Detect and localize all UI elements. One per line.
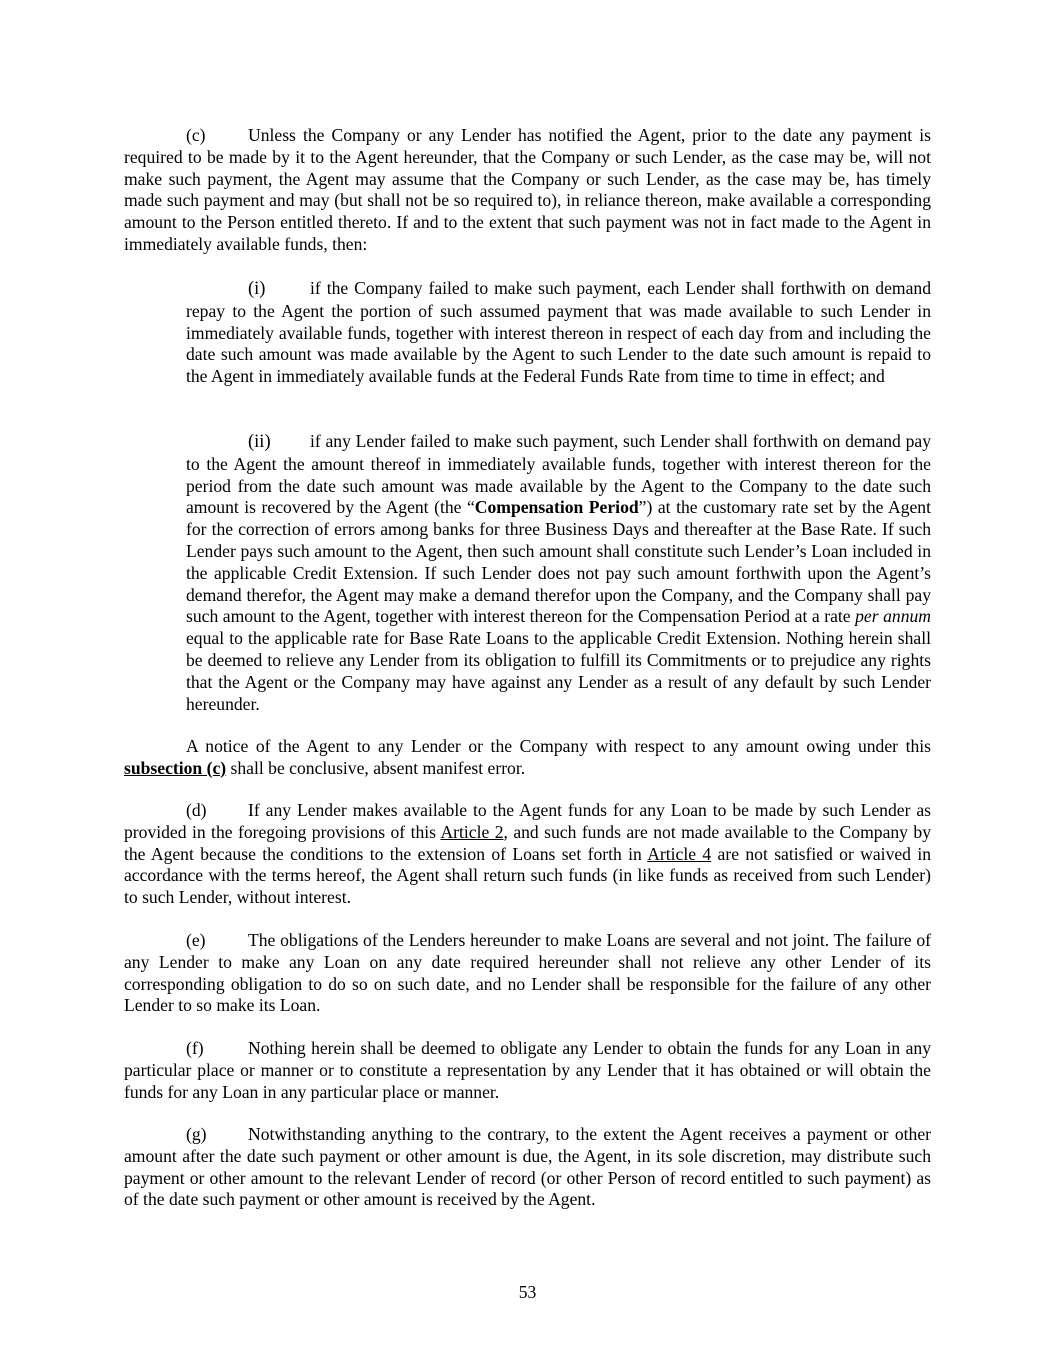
- paragraph-text: Notwithstanding anything to the contrary, to the extent the Agent receives a payment or other amount after the date such payment or other amount is due, the Agent, in its sole discretion, may distribute such payment or other amount to the relevant Lender of record (or other Person of record entitled to such payment) as of the date such payment or other amount is received by the Agent.: [124, 1124, 931, 1210]
- paragraph-c: [124, 125, 931, 256]
- paragraph-label: (f): [186, 1038, 204, 1058]
- paragraph-text: The obligations of the Lenders hereunder to make Loans are several and not joint. The failure of any Lender to make any Loan on any date required hereunder shall not relieve any other Lender of its corresponding obligation to do so on such date, and no Lender shall be responsible for the failure of any other Lender to so make its Loan.: [124, 930, 931, 1016]
- paragraph-e: [124, 930, 931, 1017]
- defined-term: Compensation Period: [474, 497, 639, 518]
- paragraph-text: , and such funds are not made available to the Company by the Agent because the conditions to the extension of Loans set forth in: [124, 821, 931, 864]
- paragraph-c-i: [186, 278, 931, 388]
- paragraph-g: [124, 1124, 931, 1211]
- article-2-reference: Article 2: [440, 821, 504, 842]
- paragraph-notice: [124, 736, 931, 780]
- paragraph-text: shall be conclusive, absent manifest error.: [226, 757, 526, 778]
- paragraph-label: (ii): [248, 432, 271, 452]
- paragraph-label: (d): [186, 800, 207, 820]
- article-4-reference: Article 4: [647, 843, 712, 864]
- paragraph-c-ii: [186, 431, 931, 715]
- paragraph-text: are not satisfied or waived in accordance with the terms hereof, the Agent shall return such funds (in like funds as received from such Lender) to such Lender, without interest.: [124, 843, 932, 908]
- paragraph-text: equal to the applicable rate for Base Rate Loans to the applicable Credit Extension. Nothing herein shall be deemed to relieve any Lender from its obligation to fulfill its Commitments or to prejudice any rights that the Agent or the Company may have against any Lender as a result of any default by such Lender hereunder.: [186, 628, 931, 714]
- paragraph-text: ”) at the customary rate set by the Agent for the correction of errors among banks for three Business Days and thereafter at the Base Rate. If such Lender pays such amount to the Agent, then such amount shall constitute such Lender’s Loan included in the applicable Credit Extension. If such Lender does not pay such amount forthwith upon the Agent’s demand therefor, the Agent may make a demand therefor upon the Company, and the Company shall pay such amount to the Agent, together with interest thereon for the Compensation Period at a rate: [186, 497, 931, 627]
- paragraph-label: (c): [186, 125, 206, 145]
- paragraph-text: Unless the Company or any Lender has notified the Agent, prior to the date any payment is required to be made by it to the Agent hereunder, that the Company or such Lender, as the case may be, will not make such payment, the Agent may assume that the Company or such Lender, as the case may be, has timely made such payment and may (but shall not be so required to), in reliance thereon, make available a corresponding amount to the Person entitled thereto. If and to the extent that such payment was not in fact made to the Agent in immediately available funds, then:: [124, 125, 931, 254]
- subsection-reference: subsection (c): [124, 757, 227, 778]
- paragraph-f: [124, 1038, 931, 1103]
- paragraph-label: (e): [186, 930, 206, 950]
- page-number: 53: [518, 1282, 537, 1302]
- paragraph-text: If any Lender makes available to the Agent funds for any Loan to be made by such Lender as provided in the foregoing provisions of this: [124, 800, 931, 842]
- italic-term: per annum: [855, 606, 932, 627]
- paragraph-text: if the Company failed to make such payment, each Lender shall forthwith on demand repay to the Agent the portion of such assumed payment that was made available to such Lender in immediately available funds, together with interest thereon in respect of each day from and including the date such amount was made available by the Agent to such Lender to the date such amount is repaid to the Agent in immediately available funds at the Federal Funds Rate from time to time in effect; and: [186, 278, 931, 387]
- paragraph-label: (i): [248, 279, 266, 299]
- paragraph-d: [124, 800, 931, 909]
- paragraph-label: (g): [186, 1124, 207, 1144]
- paragraph-text: A notice of the Agent to any Lender or the Company with respect to any amount owing under this: [186, 736, 931, 756]
- paragraph-text: Nothing herein shall be deemed to obligate any Lender to obtain the funds for any Loan in any particular place or manner or to constitute a representation by any Lender that it has obtained or will obtain the funds for any Loan in any particular place or manner.: [124, 1038, 931, 1102]
- paragraph-text: if any Lender failed to make such payment, such Lender shall forthwith on demand pay to the Agent the amount thereof in immediately available funds, together with interest thereon for the period from the date such amount was made available by the Agent to the Company to the date such amount is recovered by the Agent (the “: [186, 431, 931, 518]
